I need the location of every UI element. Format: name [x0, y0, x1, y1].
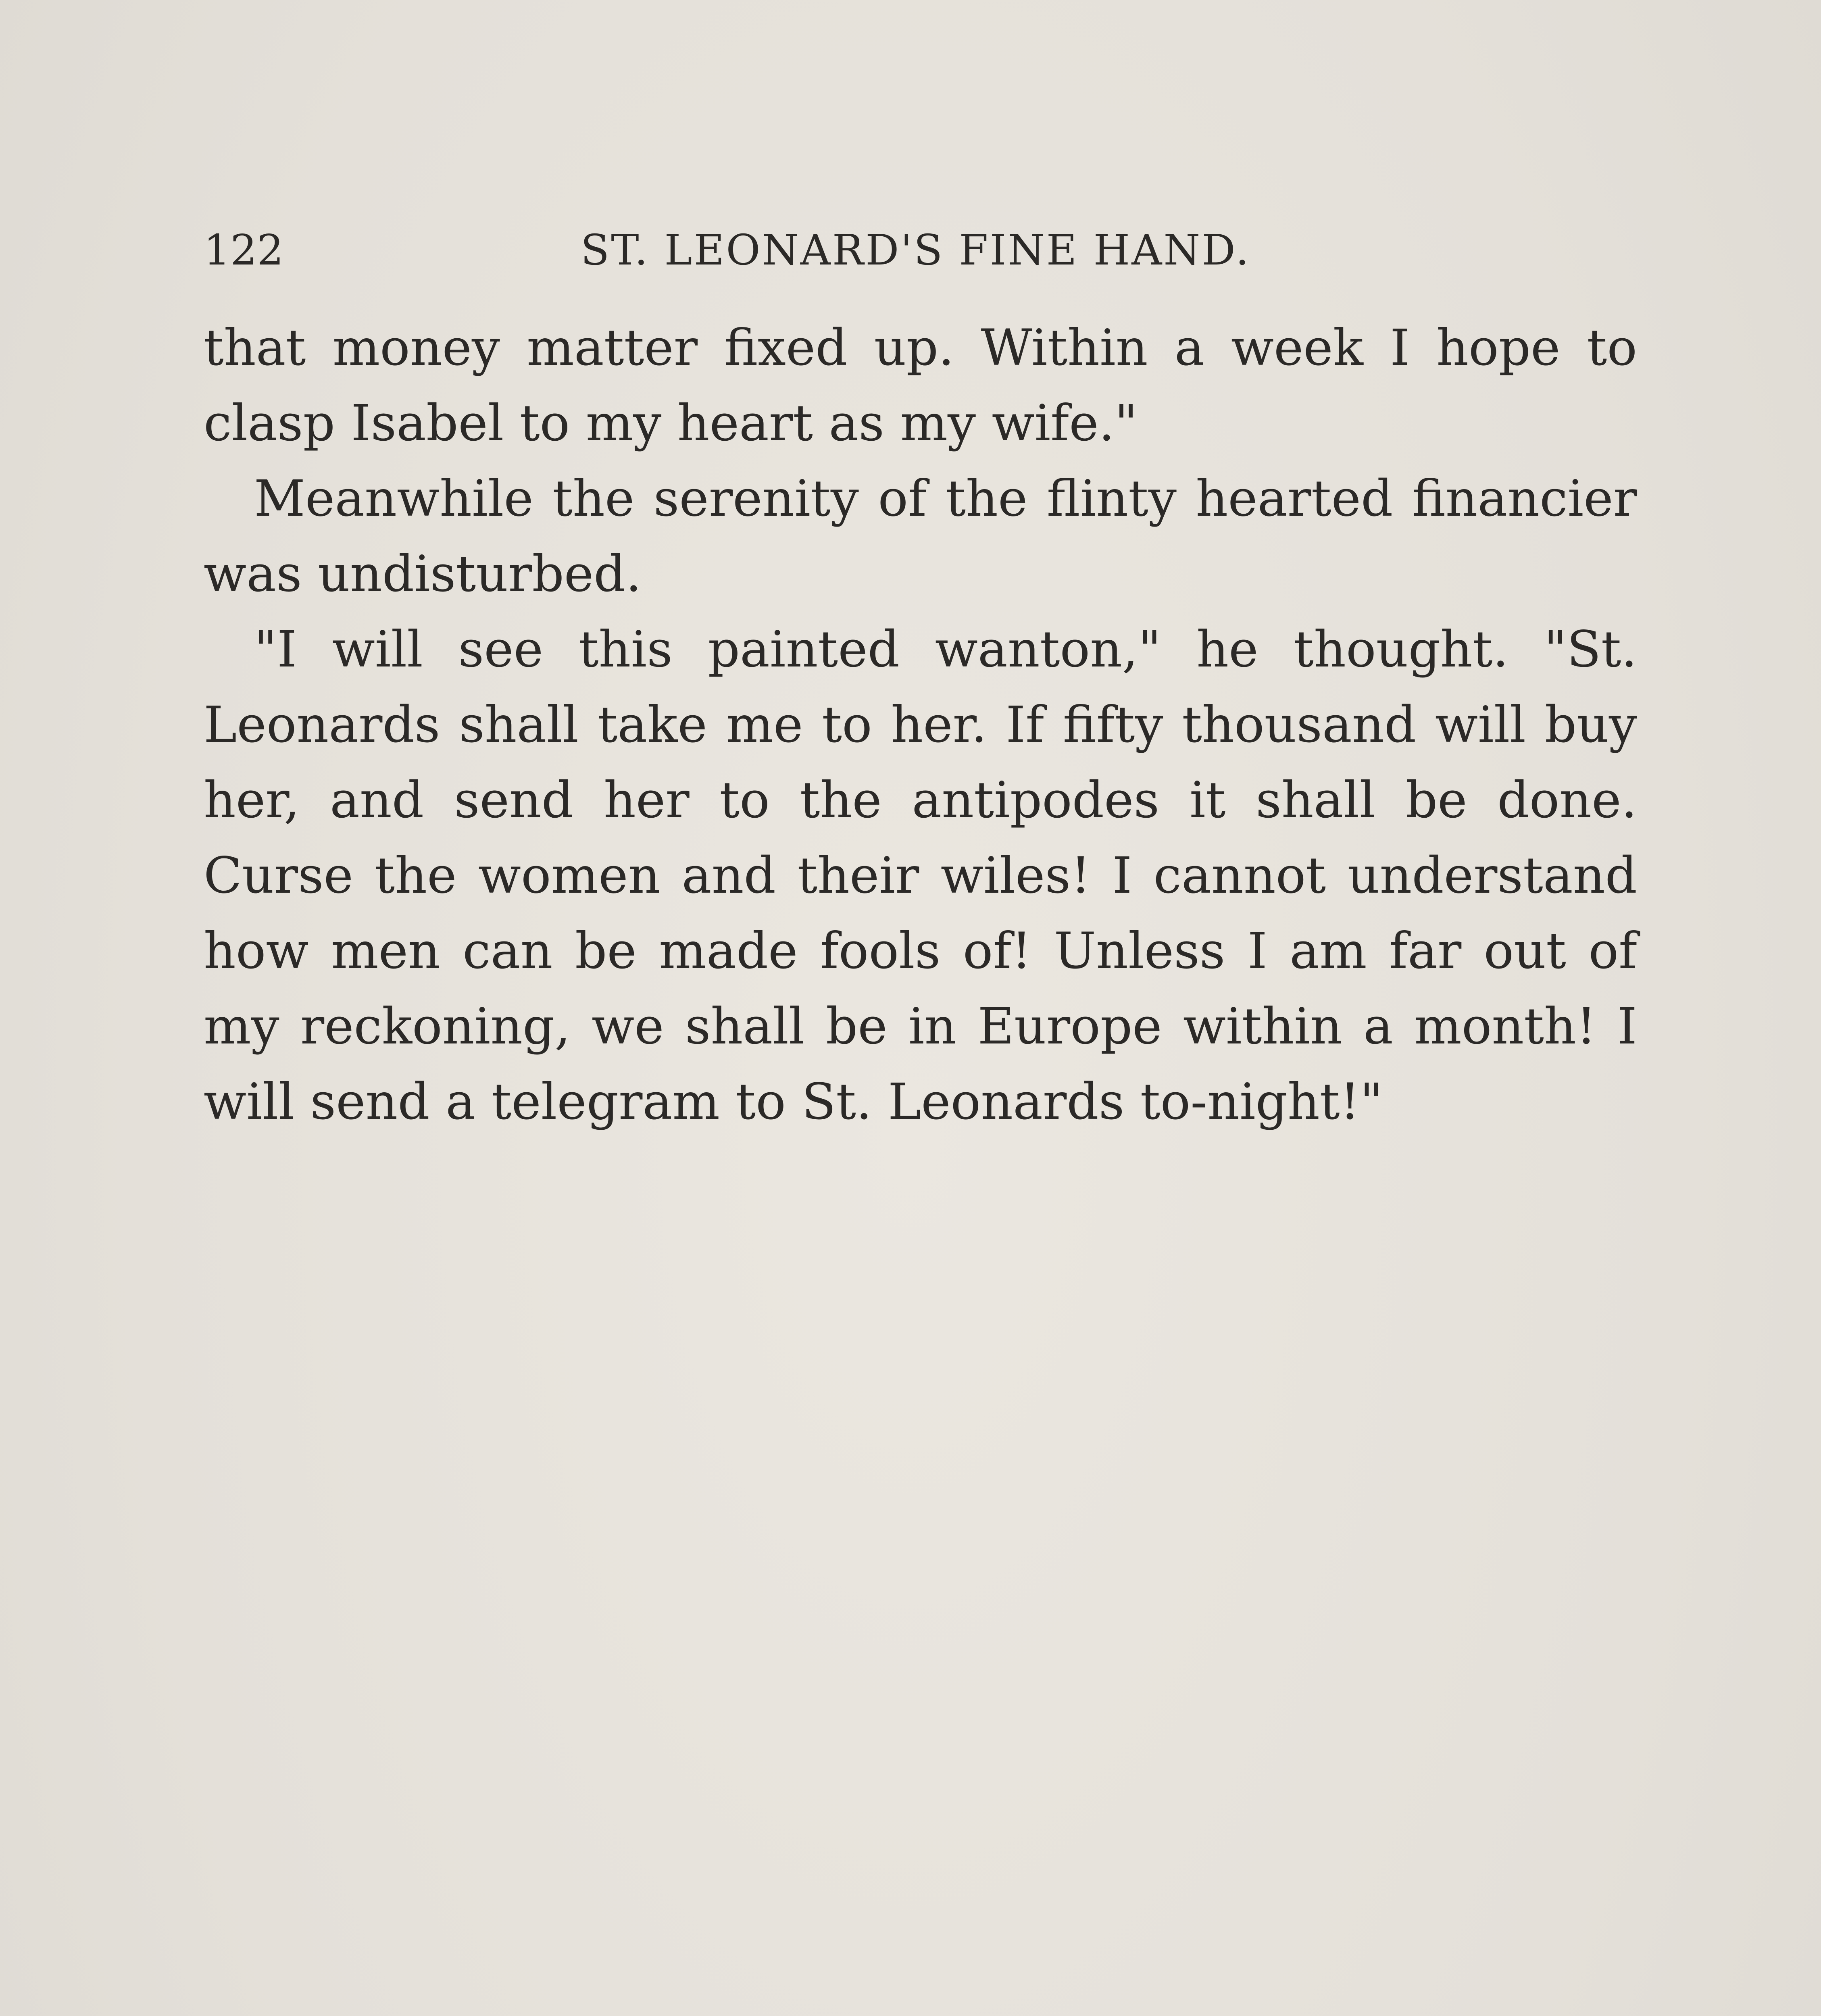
page-number: 122 — [204, 225, 284, 275]
paragraph-continuation: that money matter fixed up. Within a week I hope to clasp Isabel to my heart as my wife." — [204, 319, 1637, 452]
paragraph-meanwhile: Meanwhile the serenity of the flinty hearted financier was undisturbed. — [204, 470, 1637, 603]
running-head — [204, 218, 1631, 282]
paragraph-financier-thoughts: "I will see this painted wanton," he thought. "St. Leonards shall take me to her. If fifty thousand will buy her, and send her to the antipodes it shall be done. Curse the women and their wiles! I cannot understand how men can be made fools of! Unless I am far out of my reckoning, we shall be in Europe within a month! I will send a telegram to St. Leonards to-night!" — [204, 621, 1637, 1131]
running-title: ST. LEONARD'S FINE HAND. — [581, 225, 1251, 275]
body-text — [204, 310, 1637, 1140]
